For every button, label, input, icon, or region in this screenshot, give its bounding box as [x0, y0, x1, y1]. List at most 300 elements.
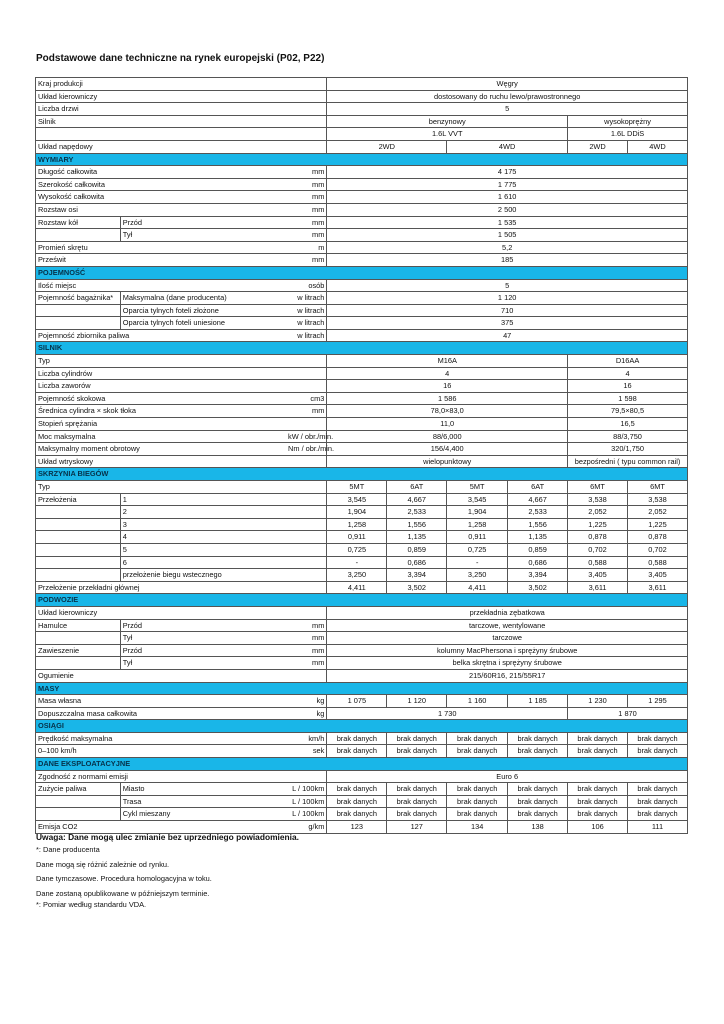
value-cell: brak danych: [568, 783, 628, 796]
row-sublabel: Cykl mieszany: [120, 808, 285, 821]
value-cell: 16: [568, 380, 688, 393]
value-cell: 0,725: [327, 543, 387, 556]
row-label: Pojemność bagażnika*: [36, 292, 121, 305]
value-cell: 3,538: [628, 493, 688, 506]
value-cell: brak danych: [387, 783, 447, 796]
value-cell: brak danych: [568, 745, 628, 758]
row-unit: [286, 78, 327, 91]
value-cell: 4: [568, 367, 688, 380]
value-cell: 1 120: [327, 292, 688, 305]
section-title: PODWOZIE: [36, 594, 688, 607]
row-unit: w litrach: [286, 317, 327, 330]
value-cell: 1 230: [568, 695, 628, 708]
value-cell: 106: [568, 821, 628, 834]
row-label: Masa własna: [36, 695, 286, 708]
row-label: Kraj produkcji: [36, 78, 286, 91]
row-label: Zgodność z normami emisji: [36, 770, 286, 783]
table-row: [36, 128, 688, 141]
row-label: [36, 229, 121, 242]
table-row: [36, 493, 688, 506]
table-row: [36, 569, 688, 582]
table-row: [36, 430, 688, 443]
value-cell: 88/3,750: [568, 430, 688, 443]
section-header-row: [36, 153, 688, 166]
section-title: SILNIK: [36, 342, 688, 355]
row-sublabel: Trasa: [120, 795, 285, 808]
value-cell: 1,904: [327, 506, 387, 519]
row-label: Typ: [36, 481, 286, 494]
row-unit: [286, 90, 327, 103]
value-cell: 11,0: [327, 418, 568, 431]
value-cell: 4WD: [628, 140, 688, 153]
value-cell: 3,405: [568, 569, 628, 582]
value-cell: Euro 6: [327, 770, 688, 783]
value-cell: brak danych: [447, 732, 508, 745]
page-title: Podstawowe dane techniczne na rynek europejski (P02, P22): [36, 53, 325, 64]
value-cell: 3,545: [447, 493, 508, 506]
value-cell: 4,667: [508, 493, 568, 506]
row-unit: kW / obr./min.: [286, 430, 327, 443]
row-unit: cm3: [286, 392, 327, 405]
value-cell: 127: [387, 821, 447, 834]
row-unit: [286, 103, 327, 116]
row-label: Ilość miejsc: [36, 279, 286, 292]
row-unit: [286, 581, 327, 594]
value-cell: 4,411: [447, 581, 508, 594]
value-cell: 0,911: [447, 531, 508, 544]
table-row: [36, 90, 688, 103]
section-title: MASY: [36, 682, 688, 695]
table-row: [36, 405, 688, 418]
row-unit: mm: [286, 166, 327, 179]
value-cell: 2,052: [628, 506, 688, 519]
row-label: [36, 632, 121, 645]
value-cell: brak danych: [327, 808, 387, 821]
row-label: Silnik: [36, 115, 286, 128]
row-unit: [286, 669, 327, 682]
section-title: SKRZYNIA BIEGÓW: [36, 468, 688, 481]
value-cell: 6AT: [387, 481, 447, 494]
table-row: [36, 191, 688, 204]
value-cell: bezpośredni ( typu common rail): [568, 455, 688, 468]
row-label: [36, 657, 121, 670]
row-unit: L / 100km: [286, 783, 327, 796]
value-cell: 0,588: [568, 556, 628, 569]
value-cell: benzynowy: [327, 115, 568, 128]
table-row: [36, 707, 688, 720]
value-cell: 0,588: [628, 556, 688, 569]
row-label: Średnica cylindra × skok tłoka: [36, 405, 286, 418]
table-row: [36, 606, 688, 619]
value-cell: 3,538: [568, 493, 628, 506]
value-cell: 1 120: [387, 695, 447, 708]
value-cell: brak danych: [387, 808, 447, 821]
value-cell: 0,686: [508, 556, 568, 569]
row-sublabel: Tył: [120, 657, 285, 670]
table-row: [36, 418, 688, 431]
table-row: [36, 481, 688, 494]
value-cell: brak danych: [327, 783, 387, 796]
value-cell: 1,225: [568, 518, 628, 531]
row-unit: [286, 418, 327, 431]
row-label: Hamulce: [36, 619, 121, 632]
row-unit: mm: [286, 216, 327, 229]
row-unit: [286, 128, 327, 141]
row-unit: w litrach: [286, 304, 327, 317]
table-row: [36, 355, 688, 368]
row-unit: [286, 606, 327, 619]
value-cell: 1 870: [568, 707, 688, 720]
row-sublabel: 2: [120, 506, 285, 519]
value-cell: brak danych: [508, 732, 568, 745]
value-cell: 16,5: [568, 418, 688, 431]
value-cell: D16AA: [568, 355, 688, 368]
table-row: [36, 115, 688, 128]
row-unit: mm: [286, 632, 327, 645]
table-row: [36, 795, 688, 808]
value-cell: 5: [327, 103, 688, 116]
value-cell: 2,533: [387, 506, 447, 519]
value-cell: 3,545: [327, 493, 387, 506]
table-row: [36, 140, 688, 153]
row-sublabel: 1: [120, 493, 285, 506]
value-cell: 3,502: [387, 581, 447, 594]
value-cell: 1 295: [628, 695, 688, 708]
value-cell: brak danych: [628, 783, 688, 796]
table-row: [36, 455, 688, 468]
value-cell: brak danych: [387, 745, 447, 758]
value-cell: 3,250: [447, 569, 508, 582]
table-row: [36, 317, 688, 330]
row-unit: mm: [286, 191, 327, 204]
row-sublabel: 5: [120, 543, 285, 556]
value-cell: brak danych: [568, 808, 628, 821]
table-row: [36, 292, 688, 305]
table-row: [36, 443, 688, 456]
value-cell: 3,394: [508, 569, 568, 582]
value-cell: 1,135: [508, 531, 568, 544]
section-title: DANE EKSPLOATACYJNE: [36, 758, 688, 771]
row-label: Ogumienie: [36, 669, 286, 682]
row-label: Typ: [36, 355, 286, 368]
value-cell: 6MT: [628, 481, 688, 494]
value-cell: 1,258: [327, 518, 387, 531]
value-cell: 4 175: [327, 166, 688, 179]
value-cell: 1 160: [447, 695, 508, 708]
table-row: [36, 518, 688, 531]
table-row: [36, 229, 688, 242]
row-label: Maksymalny moment obrotowy: [36, 443, 286, 456]
row-label: Rozstaw kół: [36, 216, 121, 229]
row-label: [36, 304, 121, 317]
section-header-row: [36, 468, 688, 481]
value-cell: 4,667: [387, 493, 447, 506]
value-cell: 138: [508, 821, 568, 834]
notes: [36, 832, 299, 911]
value-cell: 3,611: [628, 581, 688, 594]
value-cell: 1 535: [327, 216, 688, 229]
value-cell: brak danych: [447, 795, 508, 808]
row-label: Prędkość maksymalna: [36, 732, 286, 745]
row-unit: kg: [286, 707, 327, 720]
value-cell: 1,556: [508, 518, 568, 531]
value-cell: 5: [327, 279, 688, 292]
row-label: Moc maksymalna: [36, 430, 286, 443]
row-label: Pojemność skokowa: [36, 392, 286, 405]
row-unit: sek: [286, 745, 327, 758]
table-row: [36, 632, 688, 645]
row-unit: [286, 770, 327, 783]
table-row: [36, 644, 688, 657]
table-row: [36, 392, 688, 405]
table-row: [36, 254, 688, 267]
value-cell: 185: [327, 254, 688, 267]
table-row: [36, 304, 688, 317]
row-unit: mm: [286, 254, 327, 267]
row-label: [36, 506, 121, 519]
row-label: Prześwit: [36, 254, 286, 267]
row-label: [36, 808, 121, 821]
row-label: Liczba zaworów: [36, 380, 286, 393]
row-unit: L / 100km: [286, 795, 327, 808]
value-cell: 16: [327, 380, 568, 393]
value-cell: 47: [327, 329, 688, 342]
section-header-row: [36, 758, 688, 771]
value-cell: 2WD: [568, 140, 628, 153]
note-line: Dane tymczasowe. Procedura homologacyjna w toku.: [36, 874, 212, 884]
row-label: Szerokość całkowita: [36, 178, 286, 191]
value-cell: 2 500: [327, 203, 688, 216]
row-label: [36, 128, 286, 141]
value-cell: brak danych: [628, 745, 688, 758]
row-label: [36, 531, 121, 544]
row-label: Układ kierowniczy: [36, 90, 286, 103]
row-unit: mm: [286, 657, 327, 670]
row-label: Przełożenia: [36, 493, 121, 506]
section-header-row: [36, 720, 688, 733]
row-label: Rozstaw osi: [36, 203, 286, 216]
row-unit: [286, 140, 327, 153]
value-cell: dostosowany do ruchu lewo/prawostronnego: [327, 90, 688, 103]
value-cell: 1,225: [628, 518, 688, 531]
value-cell: brak danych: [568, 795, 628, 808]
value-cell: 5,2: [327, 241, 688, 254]
value-cell: 1 586: [327, 392, 568, 405]
value-cell: 111: [628, 821, 688, 834]
row-sublabel: Oparcia tylnych foteli uniesione: [120, 317, 285, 330]
value-cell: 320/1,750: [568, 443, 688, 456]
value-cell: brak danych: [327, 795, 387, 808]
section-title: POJEMNOŚĆ: [36, 266, 688, 279]
value-cell: 0,859: [387, 543, 447, 556]
value-cell: Węgry: [327, 78, 688, 91]
row-sublabel: Tył: [120, 229, 285, 242]
table-row: [36, 581, 688, 594]
row-label: Promień skrętu: [36, 241, 286, 254]
table-row: [36, 166, 688, 179]
table-row: [36, 619, 688, 632]
row-unit: [286, 556, 327, 569]
table-row: [36, 695, 688, 708]
table-row: [36, 531, 688, 544]
row-sublabel: Przód: [120, 216, 285, 229]
value-cell: wysokoprężny: [568, 115, 688, 128]
value-cell: 0,702: [568, 543, 628, 556]
value-cell: 1,556: [387, 518, 447, 531]
row-sublabel: Oparcia tylnych foteli złożone: [120, 304, 285, 317]
value-cell: brak danych: [447, 783, 508, 796]
value-cell: 123: [327, 821, 387, 834]
row-unit: [286, 367, 327, 380]
table-row: [36, 783, 688, 796]
note-line: Dane zostaną opublikowane w późniejszym terminie.: [36, 889, 210, 899]
row-unit: [286, 455, 327, 468]
value-cell: wielopunktowy: [327, 455, 568, 468]
value-cell: -: [327, 556, 387, 569]
value-cell: 2,533: [508, 506, 568, 519]
table-row: [36, 808, 688, 821]
table-row: [36, 279, 688, 292]
notes-heading: Uwaga: Dane mogą ulec zmianie bez uprzedniego powiadomienia.: [36, 832, 299, 842]
row-unit: L / 100km: [286, 808, 327, 821]
row-label: Długość całkowita: [36, 166, 286, 179]
row-unit: g/km: [286, 821, 327, 834]
row-unit: w litrach: [286, 292, 327, 305]
value-cell: 134: [447, 821, 508, 834]
value-cell: brak danych: [447, 745, 508, 758]
row-unit: km/h: [286, 732, 327, 745]
row-unit: mm: [286, 178, 327, 191]
value-cell: brak danych: [327, 732, 387, 745]
value-cell: 0,859: [508, 543, 568, 556]
value-cell: belka skrętna i sprężyny śrubowe: [327, 657, 688, 670]
row-unit: [286, 531, 327, 544]
table-row: [36, 745, 688, 758]
value-cell: 1 075: [327, 695, 387, 708]
value-cell: 1 610: [327, 191, 688, 204]
row-unit: mm: [286, 405, 327, 418]
row-label: Liczba drzwi: [36, 103, 286, 116]
row-label: [36, 317, 121, 330]
row-label: [36, 795, 121, 808]
table-row: [36, 241, 688, 254]
table-row: [36, 178, 688, 191]
row-unit: mm: [286, 229, 327, 242]
value-cell: 88/6,000: [327, 430, 568, 443]
value-cell: 0,686: [387, 556, 447, 569]
value-cell: 1,904: [447, 506, 508, 519]
row-unit: [286, 569, 327, 582]
row-label: Wysokość całkowita: [36, 191, 286, 204]
table-row: [36, 669, 688, 682]
row-label: Stopień sprężania: [36, 418, 286, 431]
value-cell: 1.6L DDiS: [568, 128, 688, 141]
value-cell: M16A: [327, 355, 568, 368]
value-cell: 0,725: [447, 543, 508, 556]
row-label: Pojemność zbiornika paliwa: [36, 329, 286, 342]
value-cell: 0,702: [628, 543, 688, 556]
row-unit: [286, 115, 327, 128]
table-row: [36, 78, 688, 91]
value-cell: 3,611: [568, 581, 628, 594]
row-unit: [286, 493, 327, 506]
value-cell: brak danych: [628, 732, 688, 745]
table-row: [36, 380, 688, 393]
row-sublabel: Przód: [120, 619, 285, 632]
row-unit: [286, 543, 327, 556]
row-label: Zawieszenie: [36, 644, 121, 657]
value-cell: brak danych: [628, 795, 688, 808]
value-cell: 375: [327, 317, 688, 330]
value-cell: brak danych: [447, 808, 508, 821]
value-cell: brak danych: [568, 732, 628, 745]
row-sublabel: 3: [120, 518, 285, 531]
section-header-row: [36, 594, 688, 607]
row-unit: mm: [286, 203, 327, 216]
section-header-row: [36, 266, 688, 279]
row-label: Przełożenie przekładni głównej: [36, 581, 286, 594]
row-label: Układ kierowniczy: [36, 606, 286, 619]
row-unit: [286, 355, 327, 368]
section-title: WYMIARY: [36, 153, 688, 166]
value-cell: przekładnia zębatkowa: [327, 606, 688, 619]
value-cell: 78,0×83,0: [327, 405, 568, 418]
value-cell: brak danych: [387, 795, 447, 808]
value-cell: brak danych: [508, 745, 568, 758]
row-unit: [286, 506, 327, 519]
table-row: [36, 556, 688, 569]
value-cell: brak danych: [508, 808, 568, 821]
row-label: 0–100 km/h: [36, 745, 286, 758]
value-cell: 0,878: [628, 531, 688, 544]
value-cell: 1 185: [508, 695, 568, 708]
value-cell: 1 505: [327, 229, 688, 242]
value-cell: 4,411: [327, 581, 387, 594]
value-cell: 79,5×80,5: [568, 405, 688, 418]
value-cell: 0,878: [568, 531, 628, 544]
row-unit: Nm / obr./min.: [286, 443, 327, 456]
row-unit: w litrach: [286, 329, 327, 342]
value-cell: 1,135: [387, 531, 447, 544]
value-cell: 4: [327, 367, 568, 380]
note-line: Dane mogą się różnić zależnie od rynku.: [36, 859, 170, 869]
value-cell: 1.6L VVT: [327, 128, 568, 141]
table-row: [36, 367, 688, 380]
row-label: Zużycie paliwa: [36, 783, 121, 796]
value-cell: 710: [327, 304, 688, 317]
row-label: [36, 543, 121, 556]
table-row: [36, 203, 688, 216]
row-unit: [286, 518, 327, 531]
table-row: [36, 216, 688, 229]
row-unit: mm: [286, 619, 327, 632]
row-label: Dopuszczalna masa całkowita: [36, 707, 286, 720]
row-label: [36, 569, 121, 582]
row-sublabel: Tył: [120, 632, 285, 645]
spec-table: [35, 77, 688, 834]
value-cell: 3,502: [508, 581, 568, 594]
table-row: [36, 657, 688, 670]
row-unit: kg: [286, 695, 327, 708]
row-unit: osób: [286, 279, 327, 292]
value-cell: 1 730: [327, 707, 568, 720]
row-label: Układ wtryskowy: [36, 455, 286, 468]
row-label: Liczba cylindrów: [36, 367, 286, 380]
row-sublabel: przełożenie biegu wstecznego: [120, 569, 285, 582]
value-cell: brak danych: [327, 745, 387, 758]
note-line: *: Dane producenta: [36, 844, 100, 854]
value-cell: 0,911: [327, 531, 387, 544]
